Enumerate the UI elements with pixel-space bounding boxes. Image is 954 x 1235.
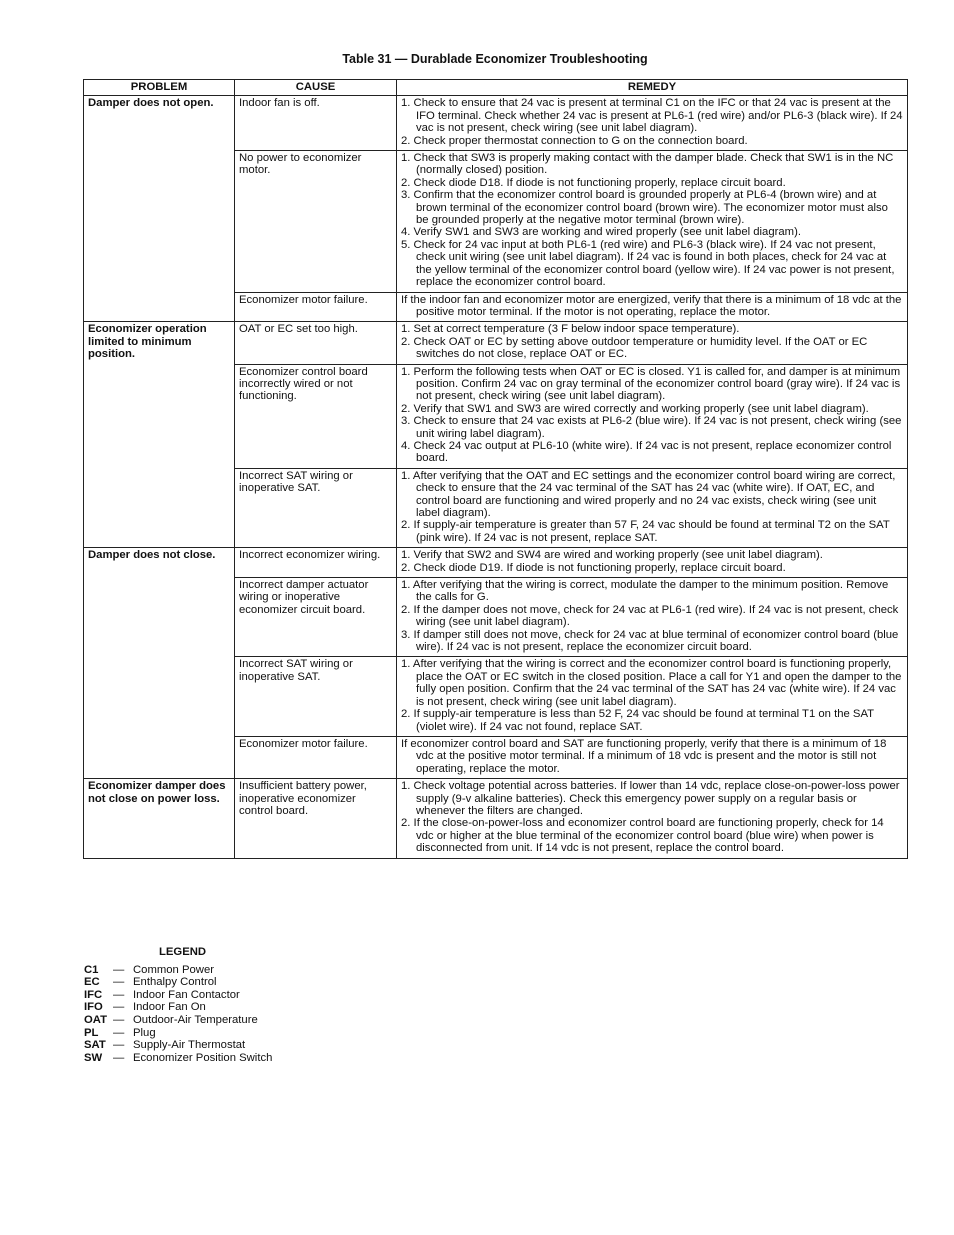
- remedy-step: 3. Check to ensure that 24 vac exists at PL6-2 (blue wire). If 24 vac is not present, check wiring (see unit wiring label diagram).: [401, 415, 902, 440]
- remedy-step: 1. Check voltage potential across batteries. If lower than 14 vdc, replace close-on-power-loss power supply (9-v alkaline batteries). Check this emergency power supply on a regular basis or whenever the filters are changed.: [401, 780, 900, 817]
- legend-description: Indoor Fan Contactor: [133, 988, 240, 1001]
- legend-description: Common Power: [133, 963, 214, 976]
- legend-abbreviation: EC: [84, 976, 100, 989]
- remedy-list: [401, 294, 903, 319]
- cause-cell: No power to economizer motor.: [235, 151, 397, 292]
- remedy-list: [401, 738, 903, 775]
- remedy-step: 1. Check to ensure that 24 vac is present at terminal C1 on the IFC or that 24 vac is present at the IFO terminal. Check whether 24 vac is present at PL6-1 (red wire) and/or PL6-3 (black wire). If 24 vac is not present, check wiring (see unit label diagram).: [401, 97, 903, 135]
- legend-description: Economizer Position Switch: [133, 1051, 273, 1064]
- legend-description: Enthalpy Control: [133, 976, 217, 989]
- cause-cell: Incorrect economizer wiring.: [235, 548, 397, 578]
- remedy-list: [401, 152, 903, 288]
- legend-abbreviation: SW: [84, 1051, 103, 1064]
- remedy-list: [401, 549, 903, 574]
- legend-item: [84, 1027, 272, 1040]
- legend-item: [84, 964, 272, 977]
- legend-dash: —: [113, 1039, 125, 1052]
- remedy-cell: [397, 151, 908, 292]
- remedy-step: If economizer control board and SAT are functioning properly, verify that there is a minimum of 18 vdc at the positive motor terminal. If a minimum of 18 vdc is present and the motor is still not operating, replace the motor.: [401, 737, 887, 775]
- cause-cell: Indoor fan is off.: [235, 96, 397, 151]
- remedy-step: If the indoor fan and economizer motor are energized, verify that there is a minimum of 18 vdc at the positive motor terminal. If the motor is not operating, replace the motor.: [401, 293, 902, 318]
- remedy-step: 2. If supply-air temperature is greater than 57 F, 24 vac should be found at terminal T2 on the SAT (pink wire). If 24 vac is not present, replace SAT.: [401, 519, 890, 544]
- legend-description: Supply-Air Thermostat: [133, 1039, 246, 1052]
- remedy-cell: [397, 322, 908, 364]
- remedy-list: [401, 658, 903, 732]
- remedy-step: 1. Verify that SW2 and SW4 are wired and working properly (see unit label diagram).: [401, 549, 823, 562]
- problem-cell: Damper does not open.: [84, 96, 235, 322]
- remedy-step: 2. Check proper thermostat connection to G on the connection board.: [401, 134, 748, 147]
- table-title: Table 31 — Durablade Economizer Troubleshooting: [342, 52, 648, 66]
- legend-list: [84, 964, 272, 1065]
- remedy-list: [401, 579, 903, 653]
- cause-cell: Economizer motor failure.: [235, 292, 397, 322]
- legend-item: [84, 1014, 272, 1027]
- problem-cell: Damper does not close.: [84, 548, 235, 779]
- legend-abbreviation: PL: [84, 1026, 99, 1039]
- remedy-list: [401, 323, 903, 360]
- cause-cell: Economizer control board incorrectly wired or not functioning.: [235, 364, 397, 468]
- cause-cell: Economizer motor failure.: [235, 736, 397, 778]
- table-row: [84, 548, 908, 578]
- cause-cell: Incorrect damper actuator wiring or inoperative economizer circuit board.: [235, 578, 397, 657]
- remedy-list: [401, 366, 903, 465]
- remedy-step: 2. If supply-air temperature is less than 52 F, 24 vac should be found at terminal T1 on the SAT (violet wire). If 24 vac not found, replace SAT.: [401, 708, 874, 733]
- legend-abbreviation: SAT: [84, 1039, 106, 1052]
- remedy-step: 3. If damper still does not move, check for 24 vac at blue terminal of economizer control board (blue wire). If 24 vac is not present, replace the economizer circuit board.: [401, 628, 899, 654]
- remedy-step: 2. Check diode D19. If diode is not functioning properly, replace circuit board.: [401, 561, 786, 574]
- column-header-cause: CAUSE: [235, 80, 397, 96]
- column-header-problem: PROBLEM: [84, 80, 235, 96]
- table-header-row: [84, 80, 908, 96]
- remedy-cell: [397, 548, 908, 578]
- legend-dash: —: [113, 1026, 125, 1039]
- remedy-step: 4. Verify SW1 and SW3 are working and wired properly (see unit label diagram).: [401, 226, 801, 239]
- table-body: [84, 96, 908, 858]
- remedy-list: [401, 97, 903, 147]
- remedy-step: 5. Check for 24 vac input at both PL6-1 (red wire) and PL6-3 (black wire). If 24 vac not present, check unit wiring (see unit label diagram). If 24 vac is found in both places, check for 24 vac at the yellow terminal of the economizer control board (yellow wire). If 24 vac power is not present, replace the economizer control board.: [401, 238, 895, 289]
- legend-item: [84, 976, 272, 989]
- legend: [84, 946, 272, 1064]
- legend-abbreviation: OAT: [84, 1013, 108, 1026]
- remedy-step: 2. If the damper does not move, check for 24 vac at PL6-1 (red wire). If 24 vac is not present, check wiring (see unit label diagram).: [401, 603, 899, 629]
- remedy-list: [401, 780, 903, 854]
- remedy-step: 2. Verify that SW1 and SW3 are wired correctly and working properly (see unit label diagram).: [401, 402, 869, 415]
- legend-dash: —: [113, 976, 125, 989]
- troubleshooting-table: [83, 79, 908, 859]
- remedy-step: 4. Check 24 vac output at PL6-10 (white wire). If 24 vac is not present, replace economizer control board.: [401, 439, 892, 465]
- cause-cell: Incorrect SAT wiring or inoperative SAT.: [235, 468, 397, 547]
- remedy-list: [401, 470, 903, 544]
- table-row: [84, 779, 908, 858]
- legend-abbreviation: IFO: [84, 1001, 103, 1014]
- legend-description: Indoor Fan On: [133, 1001, 206, 1014]
- remedy-cell: [397, 578, 908, 657]
- legend-description: Plug: [133, 1026, 156, 1039]
- column-header-remedy: REMEDY: [397, 80, 908, 96]
- legend-dash: —: [113, 1001, 125, 1014]
- cause-cell: Incorrect SAT wiring or inoperative SAT.: [235, 657, 397, 736]
- legend-item: [84, 1001, 272, 1014]
- legend-abbreviation: C1: [84, 963, 99, 976]
- table-row: [84, 96, 908, 151]
- legend-dash: —: [113, 1051, 125, 1064]
- remedy-step: 1. Perform the following tests when OAT or EC is closed. Y1 is called for, and damper is at minimum position. Confirm 24 vac on gray terminal of the economizer control board (gray wire). If 24 vac is not present, check wiring (see unit label diagram).: [401, 365, 901, 403]
- cause-cell: OAT or EC set too high.: [235, 322, 397, 364]
- remedy-cell: [397, 364, 908, 468]
- legend-dash: —: [113, 988, 125, 1001]
- legend-item: [84, 1052, 272, 1065]
- remedy-step: 2. Check diode D18. If diode is not functioning properly, replace circuit board.: [401, 176, 786, 189]
- remedy-step: 2. If the close-on-power-loss and economizer control board are functioning properly, check for 14 vdc or higher at the blue terminal of the economizer control board (blue wire) when power is disconnected from unit. If 14 vdc is not present, replace the control board.: [401, 817, 884, 855]
- legend-description: Outdoor-Air Temperature: [133, 1013, 258, 1026]
- legend-dash: —: [113, 963, 125, 976]
- remedy-step: 1. Set at correct temperature (3 F below indoor space temperature).: [401, 323, 740, 336]
- legend-dash: —: [113, 1013, 125, 1026]
- problem-cell: Economizer damper does not close on power loss.: [84, 779, 235, 858]
- legend-abbreviation: IFC: [84, 988, 103, 1001]
- cause-cell: Insufficient battery power, inoperative economizer control board.: [235, 779, 397, 858]
- legend-item: [84, 989, 272, 1002]
- remedy-cell: [397, 468, 908, 547]
- remedy-step: 1. After verifying that the wiring is correct and the economizer control board is functioning properly, place the OAT or EC switch in the closed position. Place a call for Y1 and open the damper to the fully open position. Confirm that the 24 vac terminal of the SAT has 24 vac (white wire). If 24 vac is not present, check wiring (see unit label diagram).: [401, 658, 902, 708]
- remedy-cell: [397, 736, 908, 778]
- legend-item: [84, 1039, 272, 1052]
- legend-title: LEGEND: [159, 946, 207, 958]
- remedy-cell: [397, 779, 908, 858]
- table-row: [84, 322, 908, 364]
- remedy-step: 2. Check OAT or EC by setting above outdoor temperature or humidity level. If the OAT or EC switches do not close, replace OAT or EC.: [401, 335, 868, 361]
- remedy-step: 1. After verifying that the OAT and EC settings and the economizer control board wiring are correct, check to ensure that the 24 vac terminal of the SAT has 24 vac (white wire). If OAT, EC, and control board are functioning and wired properly and no 24 vac exists, check wiring (see unit label diagram).: [401, 469, 896, 519]
- remedy-step: 1. After verifying that the wiring is correct, modulate the damper to the minimum position. Remove the calls for G.: [401, 579, 889, 604]
- remedy-step: 3. Confirm that the economizer control board is grounded properly at PL6-4 (brown wire) and at brown terminal of the economizer control board (brown wire). The economizer motor must also be grounded properly at the negative motor terminal (brown wire).: [401, 189, 888, 227]
- remedy-step: 1. Check that SW3 is properly making contact with the damper blade. Check that SW1 is in the NC (normally closed) position.: [401, 152, 894, 177]
- problem-cell: Economizer operation limited to minimum position.: [84, 322, 235, 548]
- remedy-cell: [397, 657, 908, 736]
- remedy-cell: [397, 96, 908, 151]
- remedy-cell: [397, 292, 908, 322]
